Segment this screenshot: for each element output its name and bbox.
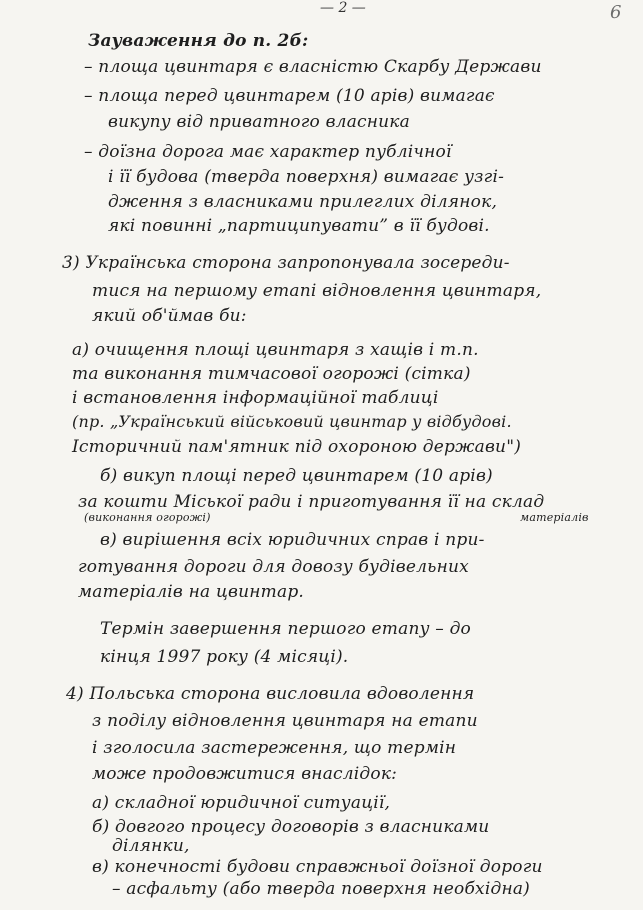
note-line: які повинні „партиципувати” в її будові.	[108, 216, 490, 236]
note-line: дження з власниками прилеглих ділянок,	[108, 192, 498, 212]
section-4-item: в) конечності будови справжньої доїзної дороги	[92, 857, 543, 877]
section-3-item: готування дороги для довозу будівельних	[78, 557, 469, 577]
note-heading: Зауваження до п. 2б:	[88, 31, 309, 51]
section-3-item: (пр. „Український військовий цвинтар у відбудові.	[72, 412, 512, 431]
note-line: викупу від приватного власника	[108, 112, 410, 132]
section-4-item: а) складної юридичної ситуації,	[92, 793, 391, 813]
deadline-line: кінця 1997 року (4 місяці).	[100, 647, 349, 667]
page-number: — 2 —	[320, 0, 366, 16]
margin-note: (виконання огорожі)	[84, 511, 211, 524]
section-3-item: за кошти Міської ради і приготування її на склад	[78, 492, 545, 512]
note-line: – площа цвинтаря є власністю Скарбу Держави	[84, 57, 542, 77]
section-4-line: з поділу відновлення цвинтаря на етапи	[92, 711, 478, 731]
section-4-line: може продовжитися внаслідок:	[92, 764, 398, 784]
section-4-line: і зголосила застереження, що термін	[92, 738, 457, 758]
section-3-line: 3) Українська сторона запропонувала зосереди-	[62, 253, 510, 273]
archive-page-number: 6	[610, 2, 622, 23]
note-line: і її будова (тверда поверхня) вимагає узгі-	[108, 167, 505, 187]
section-3-item: Історичний пам'ятник під охороною держави")	[72, 437, 522, 457]
section-3-line: тися на першому етапі відновлення цвинтаря,	[92, 281, 542, 301]
deadline-line: Термін завершення першого етапу – до	[100, 619, 471, 639]
section-3-item: матеріалів на цвинтар.	[78, 582, 305, 602]
section-3-item: б) викуп площі перед цвинтарем (10 арів)	[100, 466, 493, 486]
section-3-item: в) вирішення всіх юридичних справ і при-	[100, 530, 485, 550]
note-line: – доїзна дорога має характер публічної	[84, 142, 452, 162]
section-3-line: який об'ймав би:	[92, 306, 247, 326]
section-4-line: 4) Польська сторона висловила вдоволення	[66, 684, 475, 704]
section-3-item: а) очищення площі цвинтаря з хащів і т.п.	[72, 340, 479, 360]
section-4-item: б) довгого процесу договорів з власниками	[92, 817, 490, 837]
section-3-item: і встановлення інформаційної таблиці	[72, 388, 439, 408]
section-3-item: та виконання тимчасової огорожі (сітка)	[72, 364, 471, 384]
note-line: – площа перед цвинтарем (10 арів) вимагає	[84, 86, 495, 106]
section-4-item: ділянки,	[112, 836, 190, 856]
margin-note: матеріалів	[520, 511, 589, 524]
section-4-item: – асфальту (або тверда поверхня необхідна)	[112, 879, 531, 899]
